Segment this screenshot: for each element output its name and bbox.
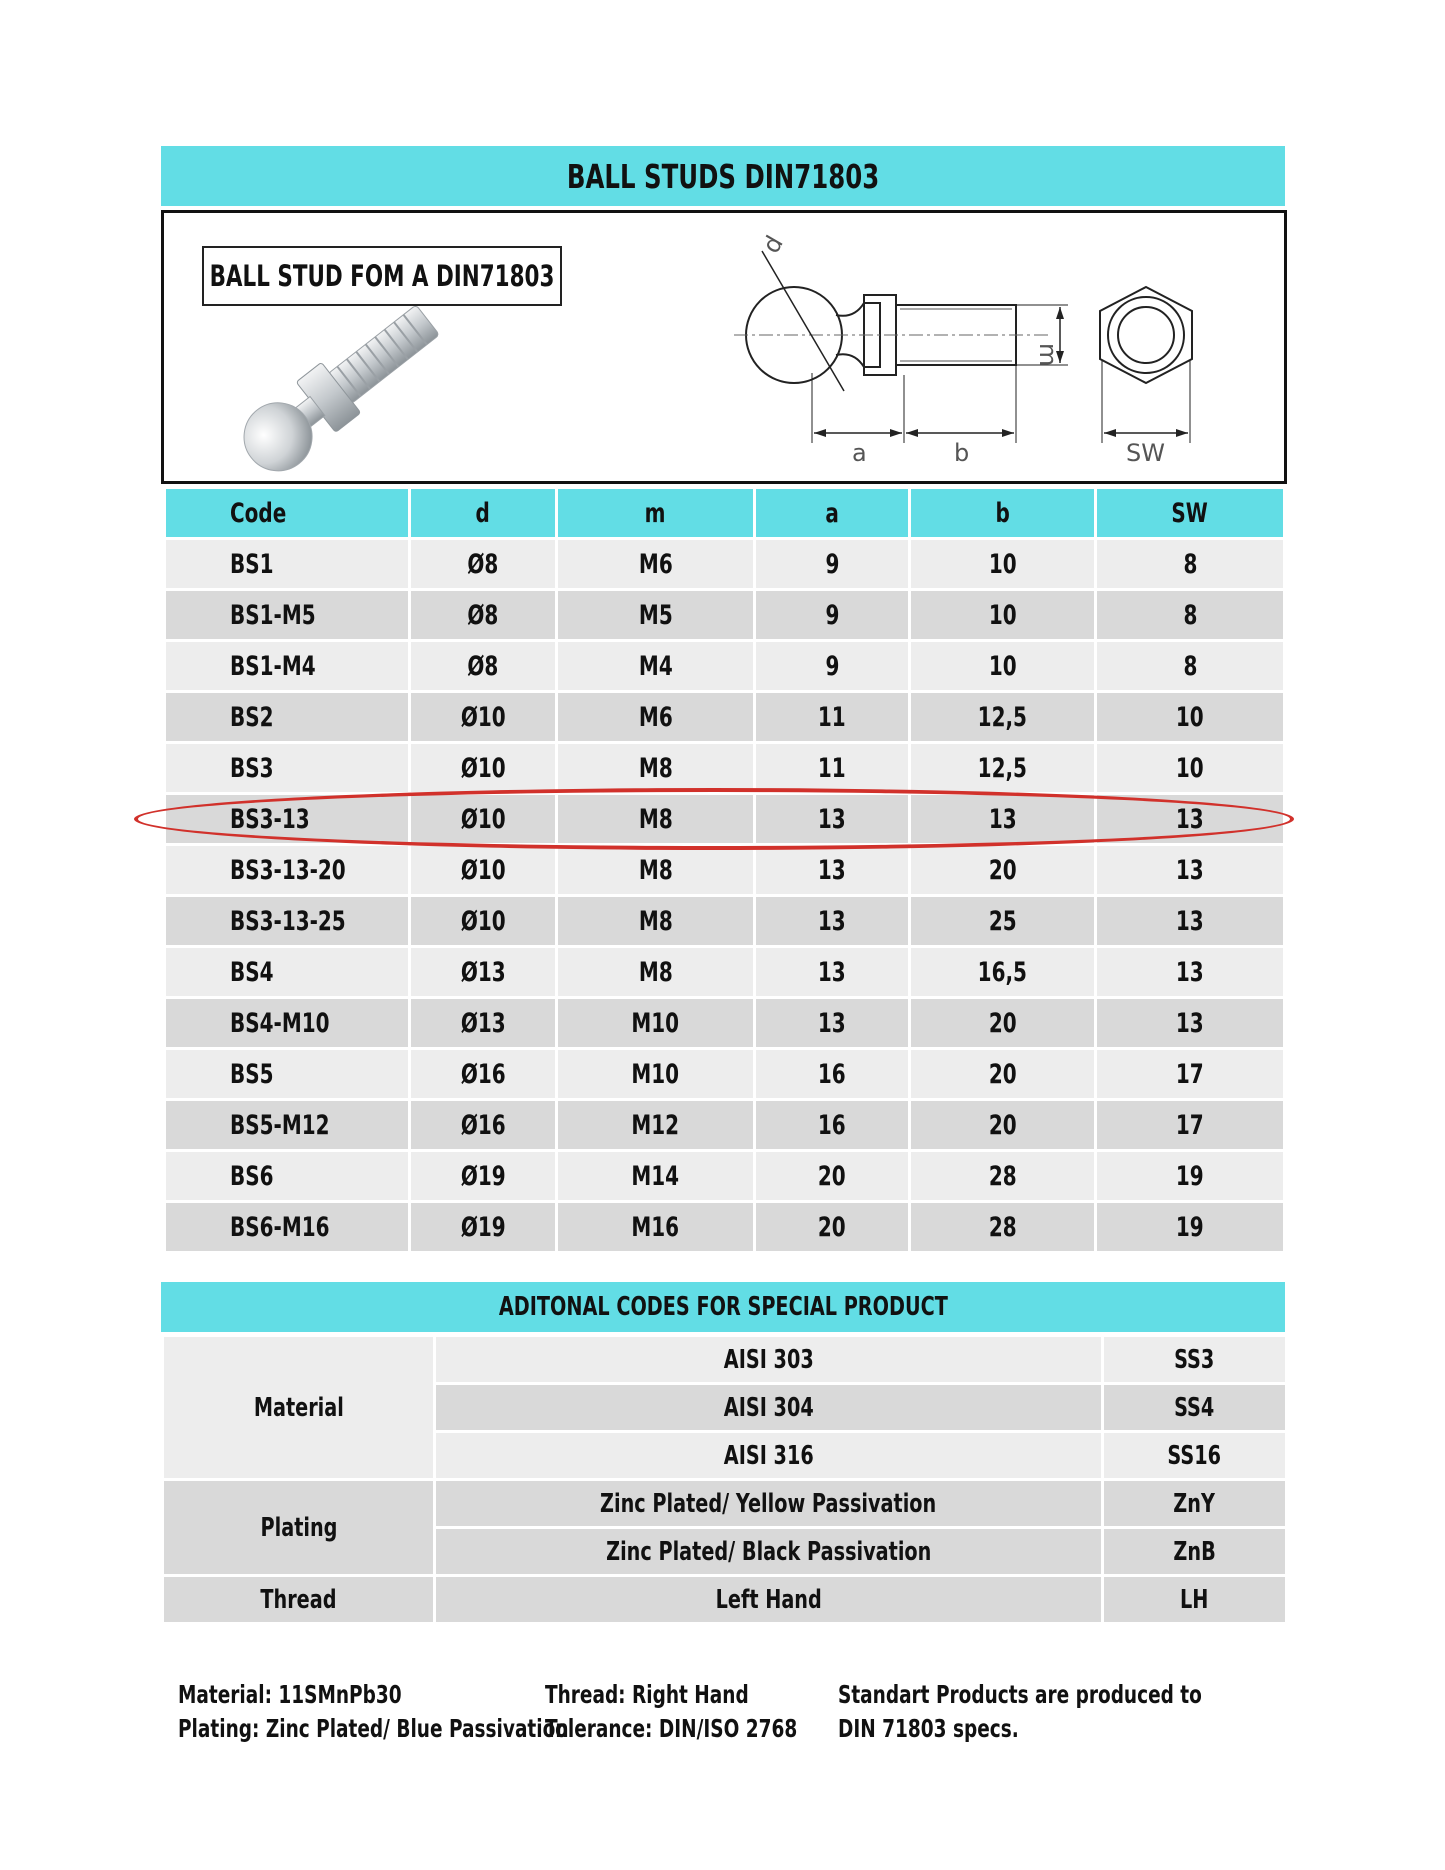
cell-sw: 17 (1096, 1049, 1285, 1100)
cell-b: 20 (910, 1100, 1096, 1151)
cell-m: M16 (557, 1202, 755, 1253)
cell-code: BS3 (165, 743, 410, 794)
option-code: SS16 (1103, 1432, 1287, 1480)
table-row (165, 998, 1285, 1049)
cell-code: BS1 (165, 539, 410, 590)
additional-codes-title: ADITONAL CODES FOR SPECIAL PRODUCT (498, 1292, 948, 1322)
table-row (165, 692, 1285, 743)
footer-col-2 (545, 1678, 886, 1746)
cell-b: 20 (910, 1049, 1096, 1100)
cell-a: 20 (755, 1151, 910, 1202)
cell-code: BS6 (165, 1151, 410, 1202)
cell-d: Ø13 (410, 998, 557, 1049)
dim-label-b: b (954, 439, 970, 467)
cell-d: Ø16 (410, 1049, 557, 1100)
option-label: Left Hand (435, 1576, 1103, 1624)
cell-b: 12,5 (910, 692, 1096, 743)
table-row-highlighted (165, 794, 1285, 845)
cell-d: Ø10 (410, 896, 557, 947)
cell-d: Ø16 (410, 1100, 557, 1151)
figure-box (161, 210, 1287, 484)
cell-m: M6 (557, 539, 755, 590)
cell-sw: 19 (1096, 1151, 1285, 1202)
option-code: LH (1103, 1576, 1287, 1624)
additional-codes-table (161, 1334, 1288, 1625)
cell-m: M6 (557, 692, 755, 743)
cell-a: 11 (755, 692, 910, 743)
option-code: ZnB (1103, 1528, 1287, 1576)
cell-sw: 13 (1096, 947, 1285, 998)
table-row (165, 896, 1285, 947)
cell-b: 20 (910, 845, 1096, 896)
group-plating: Plating (163, 1480, 435, 1576)
cell-a: 13 (755, 896, 910, 947)
option-label: AISI 316 (435, 1432, 1103, 1480)
cell-b: 25 (910, 896, 1096, 947)
cell-d: Ø19 (410, 1202, 557, 1253)
table-row (165, 539, 1285, 590)
table-row (165, 1049, 1285, 1100)
footer-plating: Plating: Zinc Plated/ Blue Passivation (178, 1714, 569, 1743)
cell-sw: 19 (1096, 1202, 1285, 1253)
dim-label-sw: SW (1126, 439, 1165, 467)
col-header-m: m (557, 488, 755, 539)
option-code: SS4 (1103, 1384, 1287, 1432)
cell-d: Ø10 (410, 794, 557, 845)
cell-code: BS3-13 (165, 794, 410, 845)
col-header-code: Code (165, 488, 410, 539)
cell-d: Ø13 (410, 947, 557, 998)
cell-b: 12,5 (910, 743, 1096, 794)
dim-label-d: d (756, 230, 789, 258)
table-row (165, 641, 1285, 692)
cell-m: M12 (557, 1100, 755, 1151)
cell-b: 10 (910, 641, 1096, 692)
cell-a: 13 (755, 947, 910, 998)
cell-b: 16,5 (910, 947, 1096, 998)
cell-code: BS5-M12 (165, 1100, 410, 1151)
option-code: SS3 (1103, 1336, 1287, 1384)
table-row (165, 1202, 1285, 1253)
ball-stud-illustration (214, 303, 464, 483)
cell-code: BS3-13-25 (165, 896, 410, 947)
cell-b: 10 (910, 539, 1096, 590)
cell-m: M5 (557, 590, 755, 641)
option-row (163, 1576, 1287, 1624)
cell-a: 13 (755, 998, 910, 1049)
cell-a: 11 (755, 743, 910, 794)
option-row (163, 1336, 1287, 1384)
cell-b: 28 (910, 1151, 1096, 1202)
cell-a: 13 (755, 794, 910, 845)
cell-a: 16 (755, 1049, 910, 1100)
cell-d: Ø19 (410, 1151, 557, 1202)
cell-b: 10 (910, 590, 1096, 641)
cell-code: BS2 (165, 692, 410, 743)
cell-sw: 13 (1096, 794, 1285, 845)
option-row (163, 1480, 1287, 1528)
additional-codes-title-band (161, 1282, 1285, 1332)
cell-d: Ø10 (410, 743, 557, 794)
cell-d: Ø8 (410, 641, 557, 692)
cell-d: Ø10 (410, 692, 557, 743)
cell-sw: 8 (1096, 539, 1285, 590)
cell-m: M10 (557, 1049, 755, 1100)
cell-sw: 17 (1096, 1100, 1285, 1151)
group-material: Material (163, 1336, 435, 1480)
cell-a: 9 (755, 641, 910, 692)
cell-m: M8 (557, 845, 755, 896)
cell-sw: 10 (1096, 692, 1285, 743)
cell-code: BS3-13-20 (165, 845, 410, 896)
cell-code: BS5 (165, 1049, 410, 1100)
cell-a: 9 (755, 539, 910, 590)
footer-standard-line2: DIN 71803 specs. (838, 1714, 1019, 1743)
cell-m: M8 (557, 743, 755, 794)
cell-code: BS6-M16 (165, 1202, 410, 1253)
group-thread: Thread (163, 1576, 435, 1624)
page-title: BALL STUDS DIN71803 (566, 156, 880, 196)
dim-label-a: a (852, 439, 867, 467)
cell-a: 13 (755, 845, 910, 896)
footer-tolerance: Tolerance: DIN/ISO 2768 (545, 1714, 798, 1743)
col-header-a: a (755, 488, 910, 539)
cell-b: 13 (910, 794, 1096, 845)
cell-sw: 13 (1096, 845, 1285, 896)
footer-col-3 (838, 1678, 1330, 1746)
footer-material: Material: 11SMnPb30 (178, 1680, 402, 1709)
page-title-band (161, 146, 1285, 206)
cell-code: BS1-M5 (165, 590, 410, 641)
cell-sw: 13 (1096, 896, 1285, 947)
table-header-row (165, 488, 1285, 539)
cell-m: M8 (557, 947, 755, 998)
figure-label-text: BALL STUD FOM A DIN71803 (209, 259, 555, 293)
col-header-b: b (910, 488, 1096, 539)
cell-a: 9 (755, 590, 910, 641)
option-label: AISI 303 (435, 1336, 1103, 1384)
cell-sw: 8 (1096, 590, 1285, 641)
cell-m: M10 (557, 998, 755, 1049)
technical-drawing (704, 223, 1264, 473)
cell-d: Ø8 (410, 590, 557, 641)
table-row (165, 590, 1285, 641)
cell-sw: 10 (1096, 743, 1285, 794)
option-code: ZnY (1103, 1480, 1287, 1528)
table-row (165, 845, 1285, 896)
option-label: Zinc Plated/ Black Passivation (435, 1528, 1103, 1576)
spec-table (163, 486, 1286, 1254)
cell-sw: 13 (1096, 998, 1285, 1049)
table-row (165, 1100, 1285, 1151)
dim-label-m: m (1034, 343, 1062, 367)
cell-d: Ø10 (410, 845, 557, 896)
cell-a: 16 (755, 1100, 910, 1151)
cell-m: M4 (557, 641, 755, 692)
footer-thread: Thread: Right Hand (545, 1680, 749, 1709)
table-row (165, 743, 1285, 794)
table-row (165, 947, 1285, 998)
cell-m: M8 (557, 794, 755, 845)
figure-label (202, 246, 562, 306)
table-row (165, 1151, 1285, 1202)
cell-code: BS4 (165, 947, 410, 998)
cell-code: BS4-M10 (165, 998, 410, 1049)
cell-b: 20 (910, 998, 1096, 1049)
cell-d: Ø8 (410, 539, 557, 590)
cell-a: 20 (755, 1202, 910, 1253)
cell-code: BS1-M4 (165, 641, 410, 692)
col-header-d: d (410, 488, 557, 539)
footer-standard-line1: Standart Products are produced to (838, 1680, 1202, 1709)
cell-b: 28 (910, 1202, 1096, 1253)
option-label: AISI 304 (435, 1384, 1103, 1432)
option-label: Zinc Plated/ Yellow Passivation (435, 1480, 1103, 1528)
cell-m: M8 (557, 896, 755, 947)
col-header-sw: SW (1096, 488, 1285, 539)
cell-sw: 8 (1096, 641, 1285, 692)
cell-m: M14 (557, 1151, 755, 1202)
